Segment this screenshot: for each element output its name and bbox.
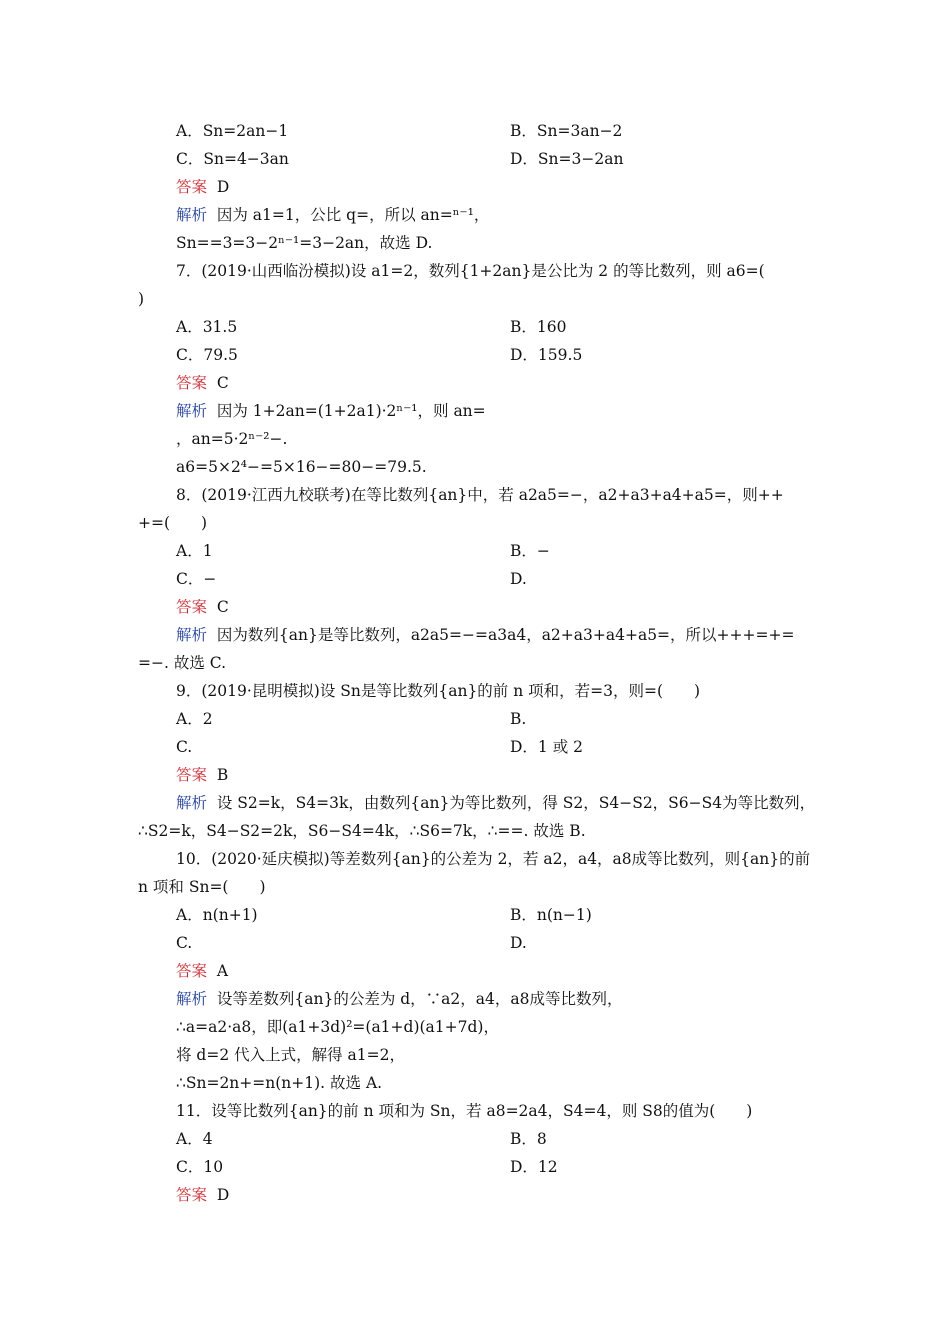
option-line: B．Sn=3an−2: [510, 122, 623, 140]
question-line: 9．(2019·昆明模拟)设 Sn是等比数列{an}的前 n 项和，若=3，则=( ): [176, 682, 701, 700]
question-line: 8．(2019·江西九校联考)在等比数列{an}中，若 a2a5=−，a2+a3+a4+a5=，则++: [176, 486, 784, 504]
text-line: ，an=5·2ⁿ⁻²−.: [176, 430, 288, 448]
question-line: 10．(2020·延庆模拟)等差数列{an}的公差为 2，若 a2，a4，a8成等比数列，则{an}的前: [176, 850, 811, 868]
answer-line: [176, 177, 229, 197]
text-line: a6=5×2⁴−=5×16−=80−=79.5.: [176, 458, 427, 476]
option-line: D．12: [510, 1158, 558, 1176]
option-line: C．79.5: [176, 346, 238, 364]
option-line: C．10: [176, 1158, 224, 1176]
option-line: A．4: [176, 1130, 213, 1148]
text-line: Sn==3=3−2ⁿ⁻¹=3−2an，故选 D.: [176, 234, 433, 252]
analysis-label: 解析: [176, 402, 208, 420]
answer-label: 答案: [176, 1186, 208, 1204]
option-line: B．8: [510, 1130, 547, 1148]
option-line: C.: [176, 934, 193, 952]
analysis-text: 设等差数列{an}的公差为 d，∵a2，a4，a8成等比数列，: [207, 990, 623, 1008]
option-line: D．Sn=3−2an: [510, 150, 624, 168]
analysis-line: [176, 205, 489, 225]
option-line: B.: [510, 710, 527, 728]
answer-label: 答案: [176, 962, 208, 980]
text-line: ∴S2=k，S4−S2=2k，S6−S4=4k，∴S6=7k，∴==. 故选 B.: [138, 822, 586, 840]
analysis-label: 解析: [176, 794, 208, 812]
answer-label: 答案: [176, 178, 208, 196]
answer-value: C: [207, 374, 229, 392]
question-line: n 项和 Sn=( ): [138, 878, 266, 896]
answer-label: 答案: [176, 598, 208, 616]
question-line: 11．设等比数列{an}的前 n 项和为 Sn，若 a8=2a4，S4=4，则 S8的值为( ): [176, 1102, 753, 1120]
option-line: C．−: [176, 570, 217, 588]
option-line: A．n(n+1): [176, 906, 258, 924]
analysis-line: [176, 989, 622, 1009]
answer-line: [176, 1185, 229, 1205]
answer-line: [176, 597, 229, 617]
question-line: +=( ): [138, 514, 208, 532]
analysis-text: 设 S2=k，S4=3k，由数列{an}为等比数列，得 S2，S4−S2，S6−S4为等比数列，: [207, 794, 816, 812]
question-line: 7．(2019·山西临汾模拟)设 a1=2，数列{1+2an}是公比为 2 的等比数列，则 a6=(: [176, 262, 765, 280]
text-line: ∴Sn=2n+=n(n+1). 故选 A.: [176, 1074, 383, 1092]
text-line: 将 d=2 代入上式，解得 a1=2，: [176, 1046, 406, 1064]
option-line: B．−: [510, 542, 550, 560]
option-line: B．160: [510, 318, 567, 336]
analysis-label: 解析: [176, 626, 208, 644]
question-line: ): [138, 290, 145, 308]
option-line: D.: [510, 934, 527, 952]
answer-value: B: [207, 766, 229, 784]
option-line: C．Sn=4−3an: [176, 150, 289, 168]
analysis-label: 解析: [176, 206, 208, 224]
answer-value: D: [207, 178, 230, 196]
analysis-line: [176, 625, 794, 645]
analysis-line: [176, 401, 486, 421]
answer-line: [176, 373, 229, 393]
option-line: A．Sn=2an−1: [176, 122, 289, 140]
text-line: ∴a=a2·a8，即(a1+3d)²=(a1+d)(a1+7d)，: [176, 1018, 499, 1036]
option-line: A．2: [176, 710, 213, 728]
option-line: D.: [510, 570, 527, 588]
answer-value: A: [207, 962, 229, 980]
text-line: =−. 故选 C.: [138, 654, 226, 672]
option-line: A．31.5: [176, 318, 238, 336]
analysis-text: 因为 1+2an=(1+2a1)·2ⁿ⁻¹，则 an=: [207, 402, 486, 420]
answer-value: C: [207, 598, 229, 616]
analysis-label: 解析: [176, 990, 208, 1008]
analysis-text: 因为 a1=1，公比 q=，所以 an=ⁿ⁻¹，: [207, 206, 490, 224]
option-line: B．n(n−1): [510, 906, 592, 924]
answer-value: D: [207, 1186, 230, 1204]
answer-line: [176, 765, 228, 785]
option-line: C.: [176, 738, 193, 756]
answer-line: [176, 961, 228, 981]
answer-label: 答案: [176, 766, 208, 784]
analysis-text: 因为数列{an}是等比数列，a2a5=−=a3a4，a2+a3+a4+a5=，所以+++=+=: [207, 626, 795, 644]
option-line: A．1: [176, 542, 213, 560]
analysis-line: [176, 793, 815, 813]
option-line: D．159.5: [510, 346, 583, 364]
answer-label: 答案: [176, 374, 208, 392]
option-line: D．1 或 2: [510, 738, 584, 756]
